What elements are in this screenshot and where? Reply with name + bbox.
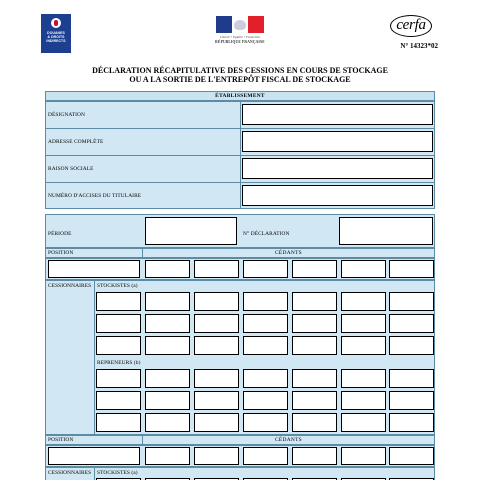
douanes-logo — [41, 14, 71, 53]
republique-francaise-logo — [213, 16, 267, 46]
form-title-line-1: DÉCLARATION RÉCAPITULATIVE DES CESSIONS EN COURS DE STOCKAGE — [92, 66, 388, 75]
position-input[interactable] — [48, 447, 140, 465]
repreneur-cell-input[interactable] — [292, 413, 337, 432]
repreneur-cell-input[interactable] — [243, 369, 288, 388]
douanes-logo-line-1: DOUANES — [47, 31, 65, 35]
cedant-input[interactable] — [292, 447, 337, 465]
repreneur-cell-input[interactable] — [194, 391, 239, 410]
cerfa-logo: cerfa — [390, 15, 432, 37]
numero-accises-input[interactable] — [242, 185, 433, 206]
designation-input[interactable] — [242, 104, 433, 125]
repreneur-cell-input[interactable] — [194, 413, 239, 432]
cedants-label: CÉDANTS — [275, 250, 302, 256]
stockiste-cell-input[interactable] — [145, 336, 190, 355]
stockiste-cell-input[interactable] — [194, 292, 239, 311]
stockiste-cell-input[interactable] — [194, 336, 239, 355]
cedant-input[interactable] — [389, 260, 434, 278]
stockiste-cell-input[interactable] — [341, 292, 386, 311]
periode-label: PÉRIODE — [48, 231, 72, 237]
cessionnaires-label: CESSIONNAIRES — [48, 283, 92, 289]
marianne-flag-icon — [216, 16, 264, 33]
cedant-input[interactable] — [341, 260, 386, 278]
cedant-input[interactable] — [145, 260, 190, 278]
raison-sociale-label: RAISON SOCIALE — [48, 166, 94, 172]
repreneur-cell-input[interactable] — [243, 413, 288, 432]
stockiste-cell-input[interactable] — [341, 336, 386, 355]
stockiste-cell-input[interactable] — [292, 292, 337, 311]
position-label-2: POSITION — [48, 437, 74, 443]
raison-sociale-input[interactable] — [242, 158, 433, 179]
declaration-number-input[interactable] — [339, 217, 433, 245]
douanes-logo-line-2: & DROITS — [47, 35, 65, 40]
adresse-input[interactable] — [242, 131, 433, 152]
cessionnaires-label-2: CESSIONNAIRES — [48, 470, 92, 476]
stockiste-cell-input[interactable] — [389, 292, 434, 311]
repreneur-cell-input[interactable] — [341, 391, 386, 410]
republic-name: RÉPUBLIQUE FRANÇAISE — [215, 40, 265, 44]
repreneur-cell-input[interactable] — [292, 391, 337, 410]
repreneur-cell-input[interactable] — [389, 391, 434, 410]
row-divider — [45, 155, 435, 156]
cedant-input[interactable] — [243, 447, 288, 465]
repreneur-cell-input[interactable] — [389, 413, 434, 432]
stockiste-cell-input[interactable] — [194, 314, 239, 333]
stockiste-cell-input[interactable] — [243, 336, 288, 355]
position-input[interactable] — [48, 260, 140, 278]
numero-accises-label: NUMÉRO D'ACCISES DU TITULAIRE — [48, 193, 142, 199]
designation-label: DÉSIGNATION — [48, 112, 86, 118]
stockiste-cell-input[interactable] — [96, 292, 141, 311]
stockiste-cell-input[interactable] — [145, 314, 190, 333]
repreneur-cell-input[interactable] — [292, 369, 337, 388]
stockiste-cell-input[interactable] — [243, 292, 288, 311]
repreneur-cell-input[interactable] — [194, 369, 239, 388]
cedant-input[interactable] — [292, 260, 337, 278]
form-title-line-2: OU A LA SORTIE DE L'ENTREPÔT FISCAL DE STOCKAGE — [129, 75, 351, 84]
cedant-input[interactable] — [243, 260, 288, 278]
form-title — [60, 66, 420, 84]
cedant-input[interactable] — [194, 260, 239, 278]
declaration-number-label: N° DÉCLARATION — [243, 231, 290, 237]
repreneur-cell-input[interactable] — [145, 369, 190, 388]
etablissement-header — [45, 91, 435, 101]
stockiste-cell-input[interactable] — [292, 336, 337, 355]
cedant-input[interactable] — [389, 447, 434, 465]
cedant-input[interactable] — [194, 447, 239, 465]
repreneur-cell-input[interactable] — [96, 391, 141, 410]
stockiste-cell-input[interactable] — [96, 336, 141, 355]
stockiste-cell-input[interactable] — [145, 292, 190, 311]
periode-input[interactable] — [145, 217, 237, 245]
repreneur-cell-input[interactable] — [145, 413, 190, 432]
repreneur-cell-input[interactable] — [389, 369, 434, 388]
stockiste-cell-input[interactable] — [96, 314, 141, 333]
cessionnaires-divider — [94, 467, 95, 480]
repreneur-cell-input[interactable] — [145, 391, 190, 410]
repreneurs-label: REPRENEURS (b) — [97, 360, 141, 366]
republic-motto: Liberté • Égalité • Fraternité — [220, 35, 260, 39]
stockiste-cell-input[interactable] — [243, 314, 288, 333]
stockiste-cell-input[interactable] — [389, 314, 434, 333]
stockistes-label: STOCKISTES (a) — [97, 283, 138, 289]
cedants-label-2: CÉDANTS — [275, 437, 302, 443]
cessionnaires-divider — [94, 280, 95, 435]
etablissement-heading: ÉTABLISSEMENT — [215, 93, 265, 99]
repreneur-cell-input[interactable] — [341, 413, 386, 432]
repreneur-cell-input[interactable] — [96, 413, 141, 432]
stockiste-cell-input[interactable] — [341, 314, 386, 333]
stockiste-cell-input[interactable] — [292, 314, 337, 333]
adresse-label: ADRESSE COMPLÈTE — [48, 139, 104, 145]
douanes-logo-line-3: INDIRECTS — [46, 39, 66, 44]
stockistes-label-2: STOCKISTES (a) — [97, 470, 138, 476]
marianne-emblem-icon — [51, 18, 61, 28]
row-divider — [45, 128, 435, 129]
cedant-input[interactable] — [341, 447, 386, 465]
row-divider — [45, 182, 435, 183]
position-label: POSITION — [48, 250, 74, 256]
cerfa-number: N° 14323*02 — [400, 42, 438, 50]
cedant-input[interactable] — [145, 447, 190, 465]
repreneur-cell-input[interactable] — [341, 369, 386, 388]
repreneur-cell-input[interactable] — [243, 391, 288, 410]
stockiste-cell-input[interactable] — [389, 336, 434, 355]
repreneur-cell-input[interactable] — [96, 369, 141, 388]
